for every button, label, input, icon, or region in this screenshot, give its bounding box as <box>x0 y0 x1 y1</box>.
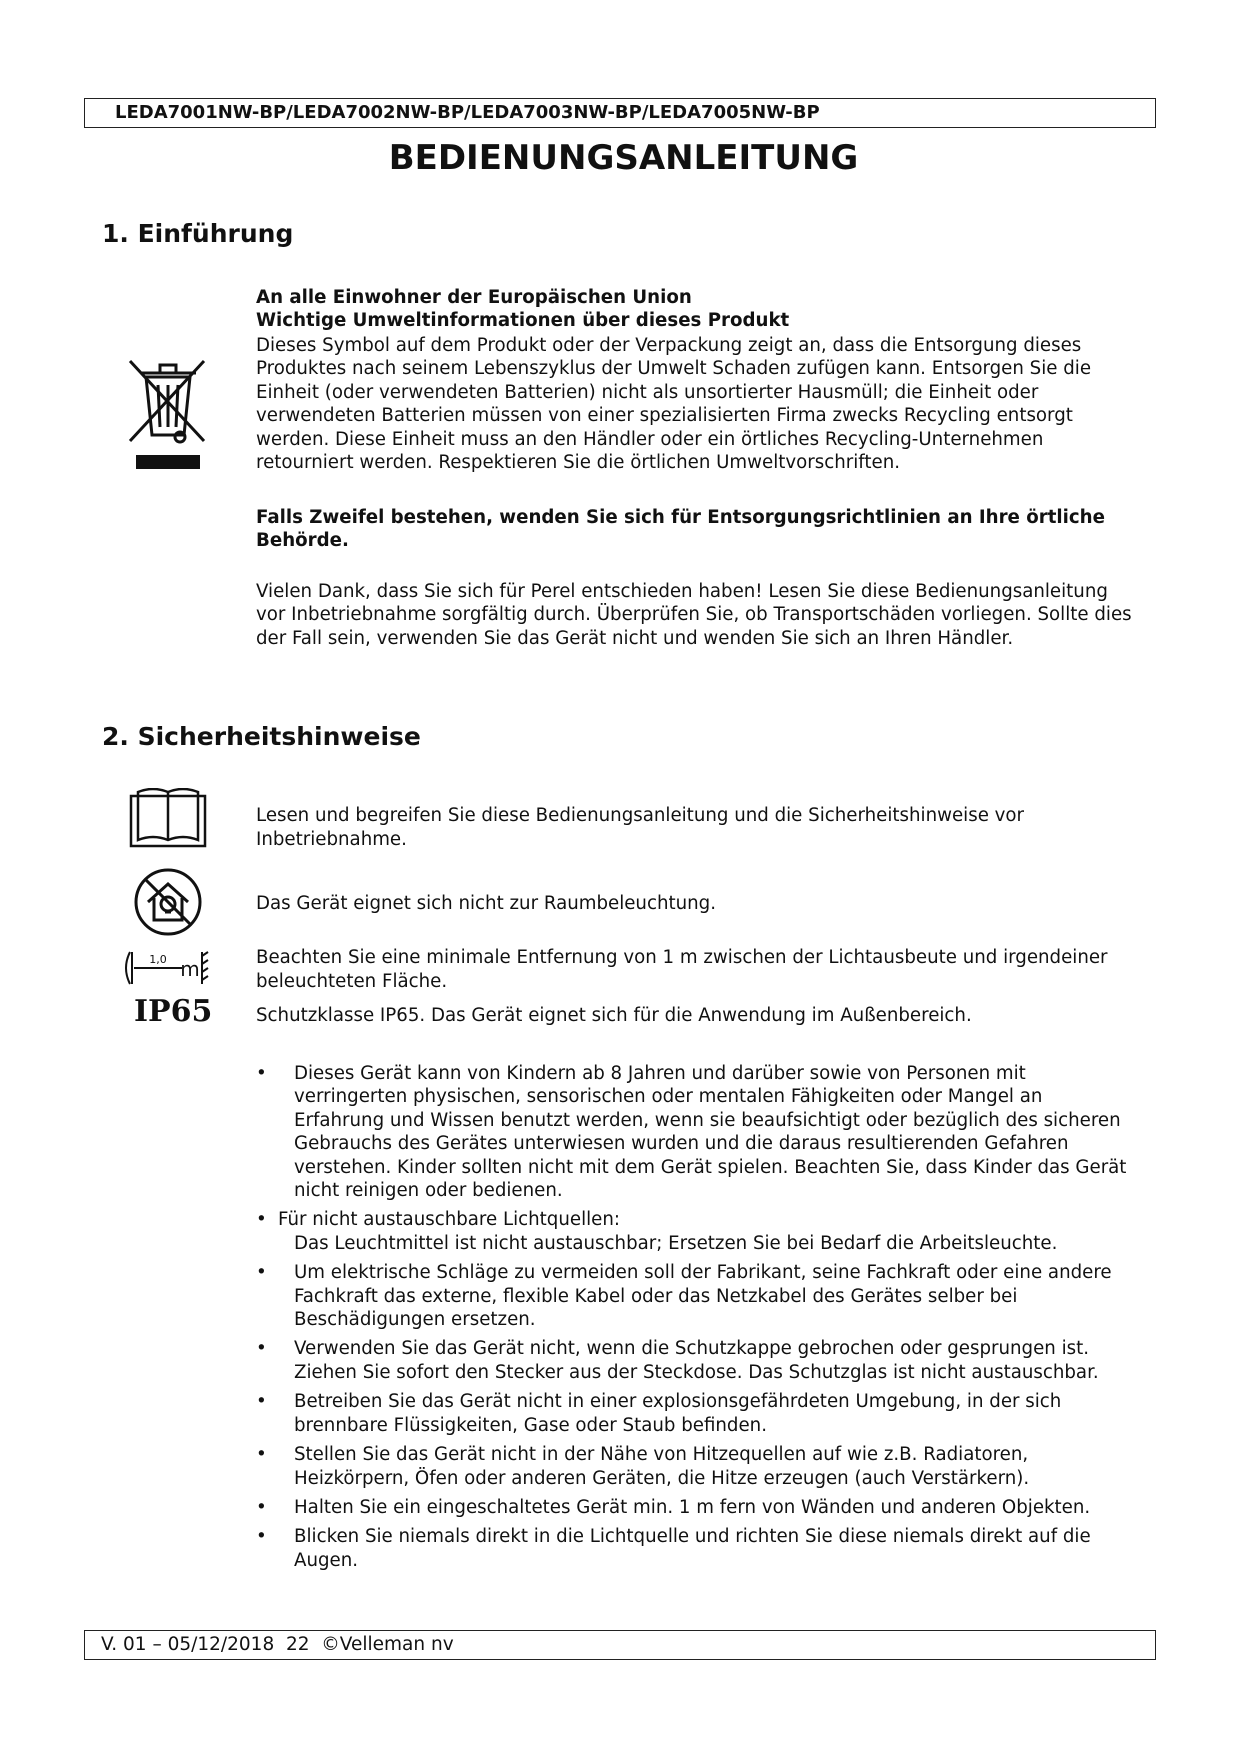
no-room-lighting-icon <box>132 866 204 938</box>
eu-residents-heading: An alle Einwohner der Europäischen Union <box>256 287 692 308</box>
ip65-label: IP65 <box>134 994 213 1029</box>
list-item: • Stellen Sie das Gerät nicht in der Nähe von Hitzequellen auf wie z.B. Radiatoren, Heizkörpern, Öfen oder anderen Geräten, die Hitze erzeugen (auch Verstärkern). <box>256 1444 1030 1489</box>
safety-row-minimum-distance: Beachten Sie eine minimale Entfernung von 1 m zwischen der Lichtausbeute und irgendeiner beleuchteten Fläche. <box>256 947 1108 992</box>
list-item: • Betreiben Sie das Gerät nicht in einer explosionsgefährdeten Umgebung, in der sich brennbare Flüssigkeiten, Gase oder Staub befinden. <box>256 1391 1062 1436</box>
bullet-sub-note: Das Leuchtmittel ist nicht austauschbar; Ersetzen Sie bei Bedarf die Arbeitsleuchte. <box>294 1232 1058 1254</box>
minimum-distance-icon <box>120 948 220 988</box>
safety-row-ip65: Schutzklasse IP65. Das Gerät eignet sich für die Anwendung im Außenbereich. <box>256 1005 972 1026</box>
list-item: • Verwenden Sie das Gerät nicht, wenn die Schutzkappe gebrochen oder gesprungen ist. Ziehen Sie sofort den Stecker aus der Steckdose. Das Schutzglas ist nicht austauschbar. <box>256 1338 1099 1383</box>
weee-disposal-icon <box>124 355 210 477</box>
safety-row-read-manual: Lesen und begreifen Sie diese Bedienungsanleitung und die Sicherheitshinweise vor Inbetriebnahme. <box>256 805 1025 850</box>
environment-info-heading: Wichtige Umweltinformationen über dieses Produkt <box>256 310 790 331</box>
list-item: • Um elektrische Schläge zu vermeiden soll der Fabrikant, seine Fachkraft oder eine andere Fachkraft das externe, flexible Kabel oder das Netzkabel des Gerätes selber bei Beschädigungen ersetzen. <box>256 1262 1112 1331</box>
read-manual-icon <box>128 788 208 850</box>
safety-row-no-room-lighting: Das Gerät eignet sich nicht zur Raumbeleuchtung. <box>256 893 716 914</box>
distance-unit: m <box>180 957 200 981</box>
list-item: • Dieses Gerät kann von Kindern ab 8 Jahren und darüber sowie von Personen mit verringerten physischen, sensorischen oder mentalen Fähigkeiten oder Mangel an Erfahrung und Wissen benutzt werden, wenn sie beaufsichtigt oder bezüglich des sicheren Gebrauchs des Gerätes unterwiesen wurden und die daraus resultierenden Gefahren verstehen. Kinder sollten nicht mit dem Gerät spielen. Beachten Sie, dass Kinder das Gerät nicht reinigen oder bedienen. <box>256 1063 1127 1202</box>
footer-text: V. 01 – 05/12/2018 22 ©Velleman nv <box>101 1634 454 1655</box>
model-line: LEDA7001NW-BP/LEDA7002NW-BP/LEDA7003NW-BP/LEDA7005NW-BP <box>115 102 820 123</box>
model-header <box>84 98 1156 128</box>
safety-bullet-list <box>256 1062 1136 1578</box>
section-heading-introduction: 1. Einführung <box>102 219 294 248</box>
list-item: • Halten Sie ein eingeschaltetes Gerät min. 1 m fern von Wänden und anderen Objekten. <box>256 1496 1091 1518</box>
page-footer <box>84 1630 1156 1660</box>
section-heading-safety: 2. Sicherheitshinweise <box>102 722 421 751</box>
page-title: BEDIENUNGSANLEITUNG <box>388 138 859 178</box>
list-item: • Blicken Sie niemals direkt in die Lichtquelle und richten Sie diese niemals direkt auf die Augen. <box>256 1526 1091 1571</box>
thanks-paragraph: Vielen Dank, dass Sie sich für Perel entschieden haben! Lesen Sie diese Bedienungsanleitung vor Inbetriebnahme sorgfältig durch. Überprüfen Sie, ob Transportschäden vorliegen. Sollte dies der Fall sein, verwenden Sie das Gerät nicht und wenden Sie sich an Ihren Händler. <box>256 581 1132 649</box>
list-item: • Für nicht austauschbare Lichtquellen: Das Leuchtmittel ist nicht austauschbar; Ersetzen Sie bei Bedarf die Arbeitsleuchte. <box>256 1208 1136 1255</box>
distance-label: 1,0 <box>149 953 167 966</box>
environment-paragraph: Dieses Symbol auf dem Produkt oder der Verpackung zeigt an, dass die Entsorgung dieses Produktes nach seinem Lebenszyklus der Umwelt Schaden zufügen kann. Entsorgen Sie die Einheit (oder verwendeten Batterien) nicht als unsortierter Hausmüll; die Einheit oder verwendeten Batterien müssen von einer spezialisierten Firma zwecks Recycling entsorgt werden. Diese Einheit muss an den Händler oder ein örtliches Recycling-Unternehmen retourniert werden. Respektieren Sie die örtlichen Umweltvorschriften. <box>256 335 1092 474</box>
local-authority-note: Falls Zweifel bestehen, wenden Sie sich für Entsorgungsrichtlinien an Ihre örtliche Behörde. <box>256 507 1105 552</box>
